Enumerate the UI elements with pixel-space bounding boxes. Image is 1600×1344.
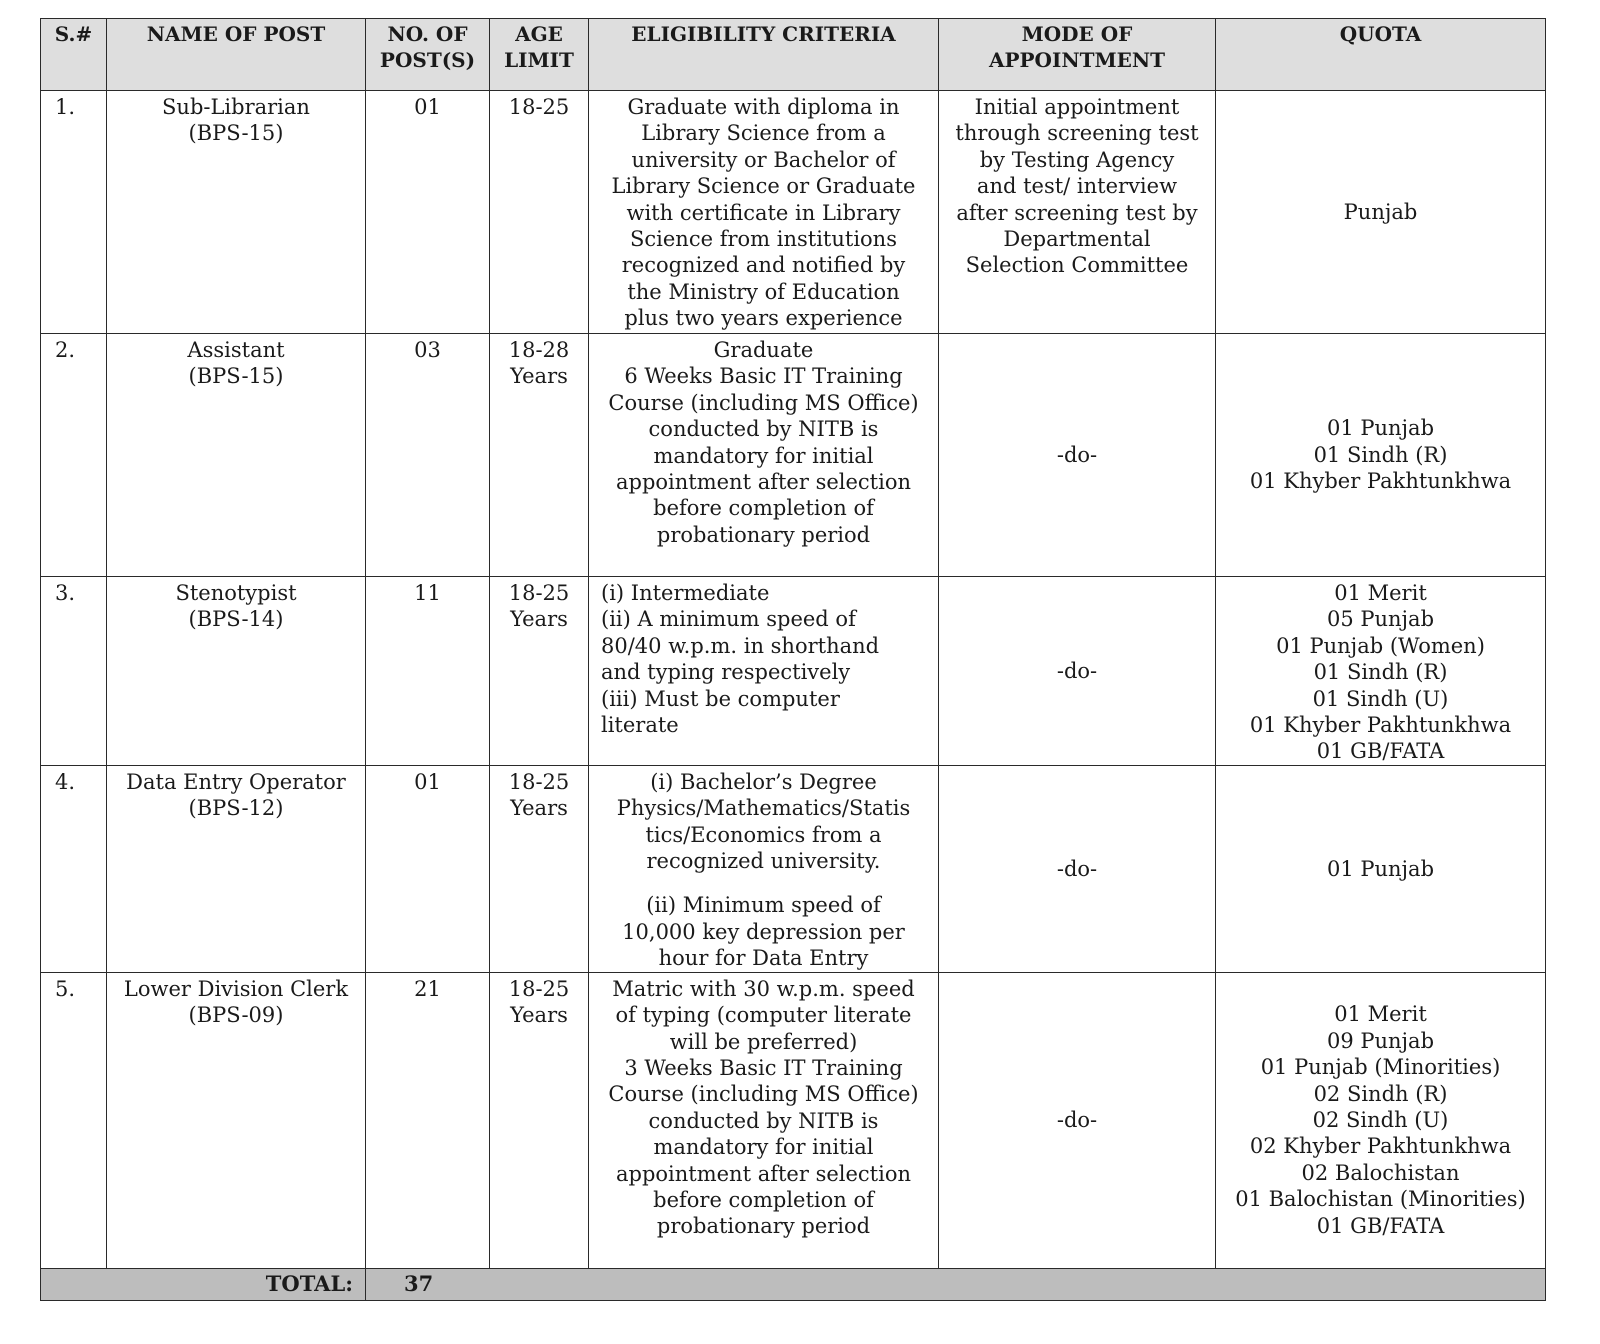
- row-posts-count: 21: [366, 972, 490, 1268]
- text-line: before completion of: [653, 1187, 874, 1212]
- row-quota: [1216, 334, 1546, 577]
- text-line: 02 Sindh (R): [1313, 1081, 1448, 1106]
- text-line: Initial appointment: [974, 95, 1180, 119]
- header-sno: S.#: [41, 19, 107, 91]
- text-line: of typing (computer literate: [615, 1003, 912, 1028]
- text-line: Departmental: [1003, 227, 1151, 252]
- text-line: 01 Khyber Pakhtunkhwa: [1249, 713, 1512, 738]
- text-line: before completion of: [653, 496, 874, 521]
- text-line: 01 Khyber Pakhtunkhwa: [1249, 469, 1512, 494]
- text-line: appointment after selection: [615, 1161, 911, 1186]
- header-mode: [939, 19, 1216, 91]
- text-line: hour for Data Entry: [658, 946, 869, 971]
- row-age-limit: [490, 765, 589, 972]
- text-line: mandatory for initial: [653, 443, 874, 468]
- text-line: Graduate: [713, 338, 814, 362]
- text-line: probationary period: [656, 522, 871, 547]
- text-line: Punjab: [1343, 199, 1418, 224]
- text-line: Years: [510, 796, 568, 821]
- row-eligibility: [589, 334, 939, 577]
- text-line: 18-25: [508, 769, 570, 794]
- text-line: probationary period: [656, 1214, 871, 1239]
- row-mode: [939, 91, 1216, 334]
- text-line: through screening test: [955, 121, 1199, 146]
- row-sno: 5.: [41, 972, 107, 1268]
- text-line: (BPS-15): [188, 364, 284, 389]
- header-name: NAME OF POST: [107, 19, 366, 91]
- header-row: [41, 19, 1546, 91]
- text-line: 80/40 w.p.m. in shorthand: [601, 633, 880, 658]
- text-line: and typing respectively: [601, 660, 851, 685]
- text-line: by Testing Agency: [979, 147, 1175, 172]
- row-mode: [939, 334, 1216, 577]
- header-mode-line: APPOINTMENT: [988, 48, 1166, 72]
- header-posts: [366, 19, 490, 91]
- text-line: Stenotypist: [175, 581, 297, 605]
- text-line: 01 Balochistan (Minorities): [1235, 1187, 1526, 1212]
- text-line: 01 Merit: [1334, 581, 1427, 605]
- row-post-name: [107, 972, 366, 1268]
- text-line: university or Bachelor of: [631, 147, 896, 172]
- table-row: [41, 972, 1546, 1268]
- row-age-limit: [490, 91, 589, 334]
- text-line: (ii) Minimum speed of: [646, 893, 881, 918]
- table-row: [41, 577, 1546, 766]
- text-line: 01 Sindh (R): [1313, 442, 1448, 467]
- text-line: Lower Division Clerk: [123, 976, 349, 1001]
- header-age: [490, 19, 589, 91]
- text-line: -do-: [1056, 1107, 1098, 1132]
- text-line: after screening test by: [956, 200, 1198, 225]
- text-line: 01 Punjab (Women): [1276, 633, 1485, 658]
- text-line: Library Science or Graduate: [611, 174, 916, 199]
- text-line: (BPS-15): [188, 121, 284, 146]
- row-post-name: [107, 765, 366, 972]
- text-line: Course (including MS Office): [608, 1082, 919, 1107]
- row-mode: [939, 765, 1216, 972]
- row-mode: [939, 972, 1216, 1268]
- row-quota: [1216, 91, 1546, 334]
- text-line: (ii) A minimum speed of: [601, 607, 856, 632]
- text-line: Matric with 30 w.p.m. speed: [612, 976, 915, 1001]
- text-line: Physics/Mathematics/Statis: [616, 796, 911, 821]
- text-line: Course (including MS Office): [608, 390, 919, 415]
- row-age-limit: [490, 334, 589, 577]
- text-line: mandatory for initial: [653, 1135, 874, 1160]
- text-line: 05 Punjab: [1326, 607, 1435, 632]
- text-line: 18-28: [508, 338, 570, 362]
- total-value: 37: [366, 1268, 1546, 1300]
- text-line: recognized university.: [646, 849, 881, 874]
- row-post-name: [107, 91, 366, 334]
- text-line: conducted by NITB is: [648, 417, 879, 442]
- row-post-name: [107, 577, 366, 766]
- text-line: conducted by NITB is: [648, 1108, 879, 1133]
- text-line: will be preferred): [669, 1029, 858, 1054]
- text-line: appointment after selection: [615, 470, 911, 495]
- header-age-line: AGE: [515, 22, 563, 46]
- row-age-limit: [490, 577, 589, 766]
- text-line: 02 Sindh (U): [1312, 1107, 1449, 1132]
- header-age-line: LIMIT: [504, 48, 574, 72]
- text-line: 01 Punjab: [1326, 856, 1435, 881]
- row-post-name: [107, 334, 366, 577]
- text-line: 09 Punjab: [1326, 1028, 1435, 1053]
- posts-table: [40, 18, 1546, 1301]
- header-posts-line: NO. OF: [387, 22, 468, 46]
- text-line: Sub-Librarian: [162, 95, 310, 119]
- row-posts-count: 01: [366, 765, 490, 972]
- header-quota: QUOTA: [1216, 19, 1546, 91]
- text-line: Library Science from a: [641, 121, 886, 146]
- text-line: literate: [601, 713, 679, 738]
- text-line: 01 Punjab (Minorities): [1260, 1055, 1501, 1080]
- text-line: Assistant: [187, 338, 285, 362]
- row-age-limit: [490, 972, 589, 1268]
- text-line: 3 Weeks Basic IT Training: [624, 1055, 903, 1080]
- text-line: -do-: [1056, 856, 1098, 881]
- text-line: (BPS-12): [188, 796, 284, 821]
- text-line: plus two years experience: [624, 306, 903, 331]
- text-line: 01 GB/FATA: [1316, 1213, 1445, 1238]
- text-line: 18-25: [508, 581, 570, 605]
- row-quota: [1216, 972, 1546, 1268]
- text-line: (BPS-14): [188, 607, 284, 632]
- header-eligibility: ELIGIBILITY CRITERIA: [589, 19, 939, 91]
- text-line: and test/ interview: [976, 174, 1178, 199]
- text-line: 18-25: [508, 976, 570, 1001]
- text-line: -do-: [1056, 442, 1098, 467]
- text-line: (i) Bachelor’s Degree: [650, 769, 877, 794]
- text-line: (BPS-09): [188, 1003, 284, 1028]
- row-eligibility: [589, 765, 939, 972]
- row-eligibility: [589, 972, 939, 1268]
- text-line: the Ministry of Education: [627, 279, 900, 304]
- text-line: Science from institutions: [630, 227, 897, 252]
- text-line: 01 Sindh (R): [1313, 660, 1448, 685]
- row-sno: 1.: [41, 91, 107, 334]
- text-line: 01 Merit: [1334, 1002, 1427, 1027]
- row-mode: [939, 577, 1216, 766]
- row-eligibility: [589, 577, 939, 766]
- text-line: 02 Balochistan: [1301, 1160, 1460, 1185]
- row-quota: [1216, 577, 1546, 766]
- text-line: 01 Punjab: [1326, 416, 1435, 441]
- text-line: tics/Economics from a: [645, 822, 882, 847]
- text-line: Years: [510, 1003, 568, 1028]
- row-sno: 2.: [41, 334, 107, 577]
- text-line: with certificate in Library: [626, 200, 901, 225]
- row-sno: 3.: [41, 577, 107, 766]
- row-eligibility: [589, 91, 939, 334]
- text-line: (i) Intermediate: [601, 581, 770, 605]
- spacer: [589, 874, 938, 892]
- text-line: recognized and notified by: [621, 253, 906, 278]
- table-row: [41, 91, 1546, 334]
- text-line: 02 Khyber Pakhtunkhwa: [1249, 1134, 1512, 1159]
- total-row: [41, 1268, 1546, 1300]
- row-posts-count: 11: [366, 577, 490, 766]
- text-line: Data Entry Operator: [126, 769, 346, 794]
- header-posts-line: POST(S): [379, 48, 476, 72]
- text-line: Selection Committee: [965, 253, 1189, 278]
- row-posts-count: 03: [366, 334, 490, 577]
- row-posts-count: 01: [366, 91, 490, 334]
- text-line: Years: [510, 607, 568, 632]
- text-line: 6 Weeks Basic IT Training: [624, 364, 903, 389]
- total-label: TOTAL:: [41, 1268, 366, 1300]
- text-line: (iii) Must be computer: [601, 686, 840, 711]
- header-mode-line: MODE OF: [1021, 22, 1133, 46]
- table-row: [41, 334, 1546, 577]
- text-line: Graduate with diploma in: [627, 95, 900, 119]
- row-quota: [1216, 765, 1546, 972]
- text-line: 01 Sindh (U): [1312, 686, 1449, 711]
- row-sno: 4.: [41, 765, 107, 972]
- text-line: -do-: [1056, 658, 1098, 683]
- text-line: 10,000 key depression per: [622, 919, 905, 944]
- text-line: 18-25: [508, 95, 570, 119]
- text-line: 01 GB/FATA: [1316, 739, 1445, 764]
- text-line: Years: [510, 364, 568, 389]
- table-row: [41, 765, 1546, 972]
